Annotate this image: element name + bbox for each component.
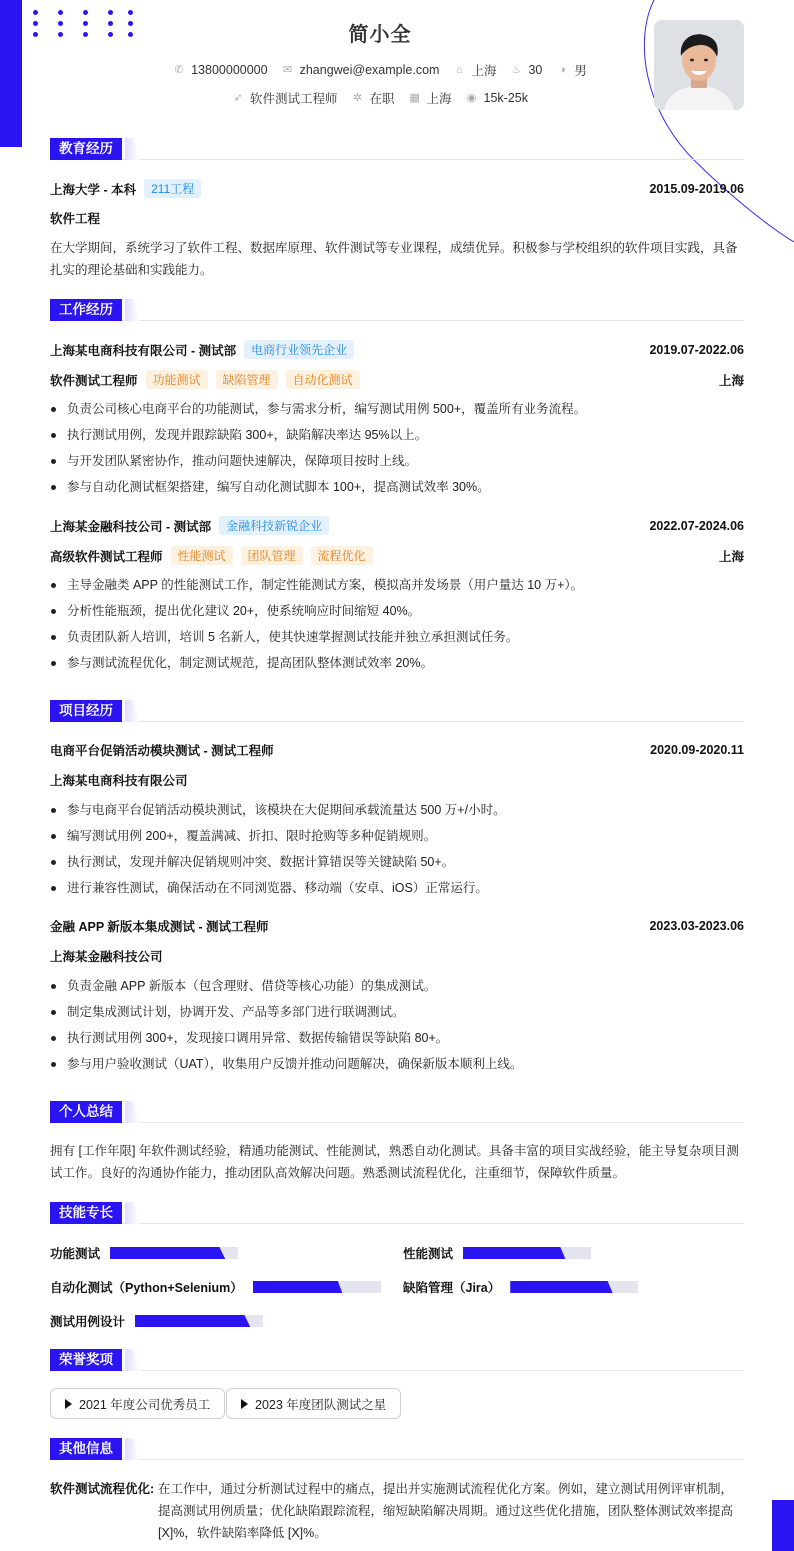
work-2-tag: 团队管理 <box>241 546 303 565</box>
section-education-label: 教育经历 <box>50 138 122 160</box>
skill-name: 功能测试 <box>50 1247 101 1261</box>
skill-fill <box>463 1247 565 1259</box>
work-2-tag: 流程优化 <box>311 546 373 565</box>
section-projects <box>50 700 744 722</box>
send-icon: ➶ <box>233 92 243 104</box>
major-row <box>50 209 744 227</box>
project-2-company: 上海某金融科技公司 <box>50 950 163 964</box>
skill-name: 自动化测试（Python+Selenium） <box>50 1281 243 1295</box>
right-accent-bar <box>772 1500 794 1551</box>
play-icon <box>241 1399 248 1409</box>
work-1-date: 2019.07-2022.06 <box>649 342 744 357</box>
list-item: 分析性能瓶颈，提出优化建议 20+，使系统响应时间缩短 40%。 <box>50 600 744 626</box>
avatar-photo <box>654 20 744 110</box>
work-1-bullets <box>50 398 744 502</box>
work-2-company-tag: 金融科技新锐企业 <box>219 516 329 535</box>
other-info-text: 在工作中，通过分析测试过程中的痛点，提出并实施测试流程优化方案。例如，建立测试用例评审机制，提高测试用例质量；优化缺陷跟踪流程，缩短缺陷解决周期。通过这些优化措施，团队整体测试效率提高 [X]%，软件缺陷率降低 [X]%。 <box>158 1482 734 1540</box>
skill-item <box>50 1278 381 1296</box>
section-summary-label: 个人总结 <box>50 1101 122 1123</box>
list-item: 参与自动化测试框架搭建，编写自动化测试脚本 100+，提高测试效率 30%。 <box>50 476 744 502</box>
gender-value: 男 <box>574 64 587 78</box>
list-item: 编写测试用例 200+，覆盖满减、折扣、限时抢购等多种促销规则。 <box>50 825 744 851</box>
work-1-city: 上海 <box>718 373 744 388</box>
list-item: 参与用户验收测试（UAT），收集用户反馈并推动问题解决，确保新版本顺利上线。 <box>50 1053 744 1079</box>
skill-bar <box>510 1281 638 1293</box>
project-1-company: 上海某电商科技有限公司 <box>50 774 188 788</box>
age-value: 30 <box>528 63 543 77</box>
education-header-row <box>50 179 744 198</box>
skill-item <box>50 1244 238 1262</box>
phone-value: 13800000000 <box>191 63 268 77</box>
school-tag: 211工程 <box>144 179 201 198</box>
email-value: zhangwei@example.com <box>299 63 440 77</box>
award-label: 2021 年度公司优秀员工 <box>79 1397 211 1412</box>
work-2-bullets <box>50 574 744 678</box>
major-name: 软件工程 <box>50 212 101 226</box>
list-item: 执行测试用例，发现并跟踪缺陷 300+，缺陷解决率达 95%以上。 <box>50 424 744 450</box>
candidate-name: 简小全 <box>348 24 412 46</box>
list-item: 主导金融类 APP 的性能测试工作，制定性能测试方案，模拟高并发场景（用户量达 10 万+）。 <box>50 574 744 600</box>
status-value: 在职 <box>369 92 395 106</box>
project-1-date: 2020.09-2020.11 <box>650 743 744 757</box>
list-item: 参与测试流程优化，制定测试规范，提高团队整体测试效率 20%。 <box>50 652 744 678</box>
work-2-role: 高级软件测试工程师 <box>50 549 163 564</box>
section-other-label: 其他信息 <box>50 1438 122 1460</box>
skill-fill <box>110 1247 225 1259</box>
mail-icon: ✉ <box>282 64 293 76</box>
work-2-role-row <box>50 546 744 565</box>
skill-name: 测试用例设计 <box>50 1315 126 1329</box>
work-1-tag: 自动化测试 <box>286 370 360 389</box>
section-skills <box>50 1202 744 1224</box>
award-badge <box>50 1388 225 1419</box>
skill-bar <box>463 1247 591 1259</box>
work-1-company: 上海某电商科技有限公司 - 测试部 <box>50 343 237 358</box>
list-item: 负责公司核心电商平台的功能测试，参与需求分析，编写测试用例 500+，覆盖所有业务流程。 <box>50 398 744 424</box>
resume-header <box>50 18 630 107</box>
job-title-value: 软件测试工程师 <box>249 92 338 106</box>
section-other <box>50 1438 744 1460</box>
work-1-header <box>50 340 744 359</box>
project-1-title: 电商平台促销活动模块测试 - 测试工程师 <box>50 744 274 758</box>
work-1-tag: 缺陷管理 <box>216 370 278 389</box>
work-2-header <box>50 516 744 535</box>
salary-value: 15k-25k <box>483 91 529 105</box>
education-date: 2015.09-2019.06 <box>649 181 744 196</box>
project-2-company-row <box>50 947 744 965</box>
work-1-tag: 功能测试 <box>146 370 208 389</box>
project-1-company-row <box>50 771 744 789</box>
work-1-company-tag: 电商行业领先企业 <box>244 340 354 359</box>
skill-bar <box>135 1315 263 1327</box>
work-2-company: 上海某金融科技公司 - 测试部 <box>50 519 212 534</box>
money-icon: ◉ <box>466 92 477 104</box>
gender-icon: ◑ <box>559 64 566 76</box>
building-icon: ▦ <box>409 92 420 104</box>
list-item: 执行测试用例 300+，发现接口调用异常、数据传输错误等缺陷 80+。 <box>50 1027 744 1053</box>
section-work-label: 工作经历 <box>50 299 122 321</box>
settings-icon: ✲ <box>352 92 363 104</box>
section-skills-label: 技能专长 <box>50 1202 122 1224</box>
home-icon: ⌂ <box>456 64 463 76</box>
section-work <box>50 299 744 321</box>
other-info-label: 软件测试流程优化: <box>50 1482 155 1496</box>
summary-text: 拥有 [工作年限] 年软件测试经验，精通功能测试、性能测试，熟悉自动化测试。具备丰富的项目实战经验，能主导复杂项目测试工作。良好的沟通协作能力，推动团队高效解决问题。熟悉测试流程优化，注重细节，保障软件质量。 <box>50 1144 739 1180</box>
contact-row <box>130 61 630 79</box>
project-2-date: 2023.03-2023.06 <box>649 919 744 933</box>
work-1-role-row <box>50 370 744 389</box>
skill-item <box>50 1312 263 1330</box>
skill-fill <box>510 1281 612 1293</box>
section-awards <box>50 1349 744 1371</box>
left-accent-bar <box>0 0 22 147</box>
list-item: 参与电商平台促销活动模块测试，该模块在大促期间承载流量达 500 万+/小时。 <box>50 799 744 825</box>
skill-item <box>403 1278 638 1296</box>
section-education <box>50 138 744 160</box>
skill-bar <box>110 1247 238 1259</box>
phone-icon: ✆ <box>174 64 184 76</box>
work-1-role: 软件测试工程师 <box>50 373 138 388</box>
project-2-title: 金融 APP 新版本集成测试 - 测试工程师 <box>50 920 269 934</box>
work-2-tag: 性能测试 <box>171 546 233 565</box>
section-projects-label: 项目经历 <box>50 700 122 722</box>
skill-fill <box>253 1281 343 1293</box>
location-value: 上海 <box>471 64 497 78</box>
section-awards-label: 荣誉奖项 <box>50 1349 122 1371</box>
work-2-date: 2022.07-2024.06 <box>649 518 744 533</box>
award-label: 2023 年度团队测试之星 <box>255 1397 387 1412</box>
skill-item <box>403 1244 591 1262</box>
section-summary <box>50 1101 744 1123</box>
cake-icon: ♨ <box>511 64 522 76</box>
project-1-header <box>50 741 744 759</box>
list-item: 进行兼容性测试，确保活动在不同浏览器、移动端（安卓、iOS）正常运行。 <box>50 877 744 903</box>
skill-bar <box>253 1281 381 1293</box>
list-item: 负责团队新人培训，培训 5 名新人，使其快速掌握测试技能并独立承担测试任务。 <box>50 626 744 652</box>
intent-row <box>130 89 630 107</box>
project-2-header <box>50 917 744 935</box>
school-name: 上海大学 - 本科 <box>50 182 137 197</box>
work-2-city: 上海 <box>718 549 744 564</box>
list-item: 制定集成测试计划，协调开发、产品等多部门进行联调测试。 <box>50 1001 744 1027</box>
skill-name: 缺陷管理（Jira） <box>403 1281 501 1295</box>
education-description: 在大学期间，系统学习了软件工程、数据库原理、软件测试等专业课程，成绩优异。积极参与学校组织的软件项目实践，具备扎实的理论基础和实践能力。 <box>50 241 738 277</box>
award-badge <box>226 1388 401 1419</box>
skill-fill <box>135 1315 250 1327</box>
target-city-value: 上海 <box>426 92 452 106</box>
list-item: 与开发团队紧密协作，推动问题快速解决，保障项目按时上线。 <box>50 450 744 476</box>
list-item: 负责金融 APP 新版本（包含理财、借贷等核心功能）的集成测试。 <box>50 975 744 1001</box>
project-2-bullets <box>50 975 744 1079</box>
play-icon <box>65 1399 72 1409</box>
other-info <box>50 1478 744 1544</box>
skill-name: 性能测试 <box>403 1247 454 1261</box>
list-item: 执行测试，发现并解决促销规则冲突、数据计算错误等关键缺陷 50+。 <box>50 851 744 877</box>
project-1-bullets <box>50 799 744 903</box>
